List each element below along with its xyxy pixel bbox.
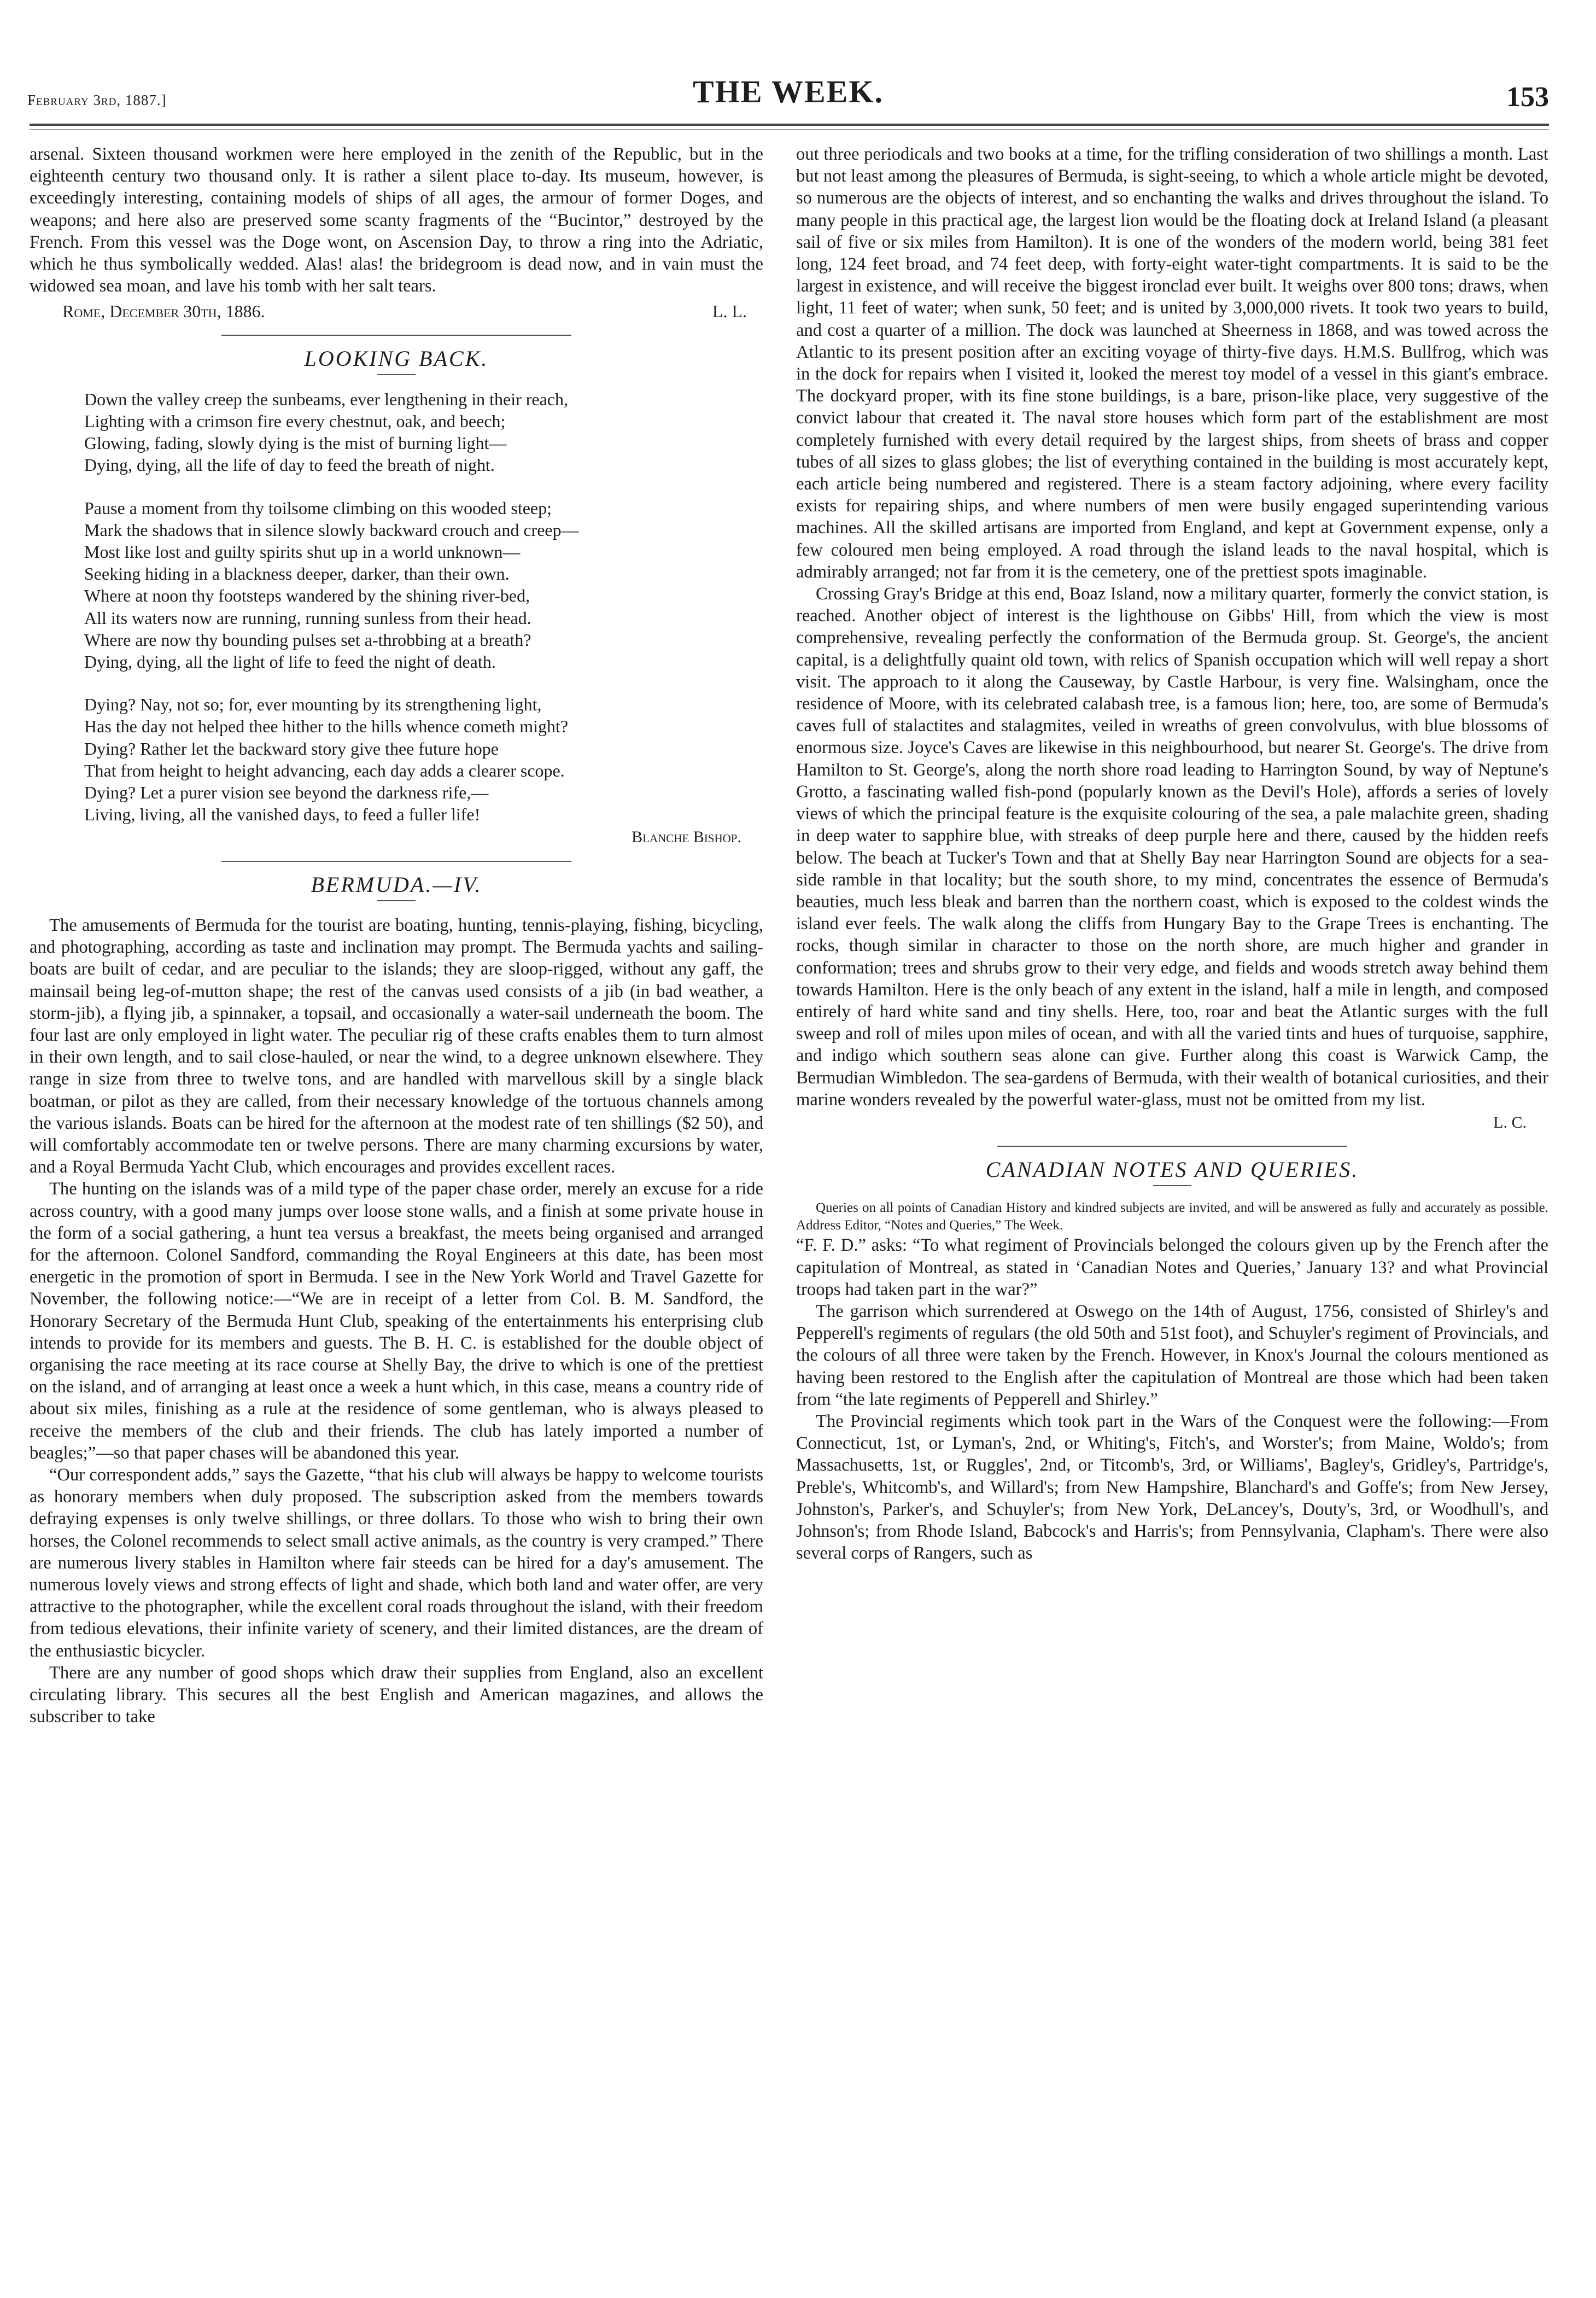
poem-line: Where at noon thy footsteps wandered by the shining river-bed, bbox=[84, 586, 530, 606]
section-divider bbox=[221, 861, 571, 862]
poem-author: Blanche Bishop. bbox=[632, 828, 741, 847]
poem-line: Dying? Let a purer vision see beyond the darkness rife,— bbox=[84, 783, 489, 803]
title-rule bbox=[377, 374, 416, 375]
masthead-title: THE WEEK. bbox=[693, 74, 884, 109]
poem-line: All its waters now are running, running sunless from their head. bbox=[84, 608, 531, 628]
issue-date: February 3rd, 1887.] bbox=[27, 92, 167, 108]
poem-line: That from height to height advancing, each day adds a clearer scope. bbox=[84, 760, 565, 780]
bermuda-initials: L. C. bbox=[1493, 1113, 1527, 1131]
poem-line: Dying, dying, all the life of day to feed the breath of night. bbox=[84, 455, 495, 475]
poem-line: Where are now thy bounding pulses set a-throbbing at a breath? bbox=[84, 629, 531, 650]
poem-line: Seeking hiding in a blackness deeper, darker, than their own. bbox=[84, 564, 510, 584]
poem-stanza bbox=[84, 388, 763, 476]
page-header bbox=[27, 70, 1549, 113]
poem-line: Dying, dying, all the light of life to feed the night of death. bbox=[84, 652, 496, 672]
poem-stanza bbox=[84, 497, 763, 673]
poem-line: Mark the shadows that in silence slowly backward crouch and creep— bbox=[84, 520, 579, 540]
left-column bbox=[30, 143, 763, 1728]
header-rule-thin bbox=[30, 129, 1549, 130]
bermuda-paragraph: The hunting on the islands was of a mild type of the paper chase order, merely an excuse for a ride across country, with a good many jumps over loose stone walls, and a finish at some private house in the form of a social gathering, a hunt tea versus a breakfast, the meets being organised and arranged for the afternoon. Colonel Sandford, commanding the Royal Engineers at this date, has been most energetic in the promotion of sport in Bermuda. I see in the New York World and Travel Gazette for November, the following notice:—“We are in receipt of a letter from Col. B. M. Sandford, the Honorary Secretary of the Bermuda Hunt Club, speaking of the entertainments his enterprising club intends to provide for its members and guests. The B. H. C. is established for the double object of organising the race meeting at its race course at Shelly Bay, the drive to which is one of the prettiest on the island, and of arranging at least once a week a hunt which, in this case, means a country ride of about six miles, finishing as a rule at the residence of some gentleman, who is always pleased to receive the members of the club and their friends. The club has lately imported a number of beagles;”—so that paper chases will be abandoned this year. bbox=[30, 1179, 763, 1463]
poem-line: Lighting with a crimson fire every chestnut, oak, and beech; bbox=[84, 411, 506, 431]
poem-line: Most like lost and guilty spirits shut up in a world unknown— bbox=[84, 542, 521, 562]
poem-line: Has the day not helped thee hither to the hills whence cometh might? bbox=[84, 716, 569, 737]
poem-line: Dying? Nay, not so; for, ever mounting by its strengthening light, bbox=[84, 695, 542, 715]
venice-signoff bbox=[30, 300, 763, 322]
query-paragraph: “F. F. D.” asks: “To what regiment of Provincials belonged the colours given up by the French after the capitulation of Montreal, as stated in ‘Canadian Notes and Queries,’ January 13? and what Provincial troops had taken part in the war?” bbox=[796, 1235, 1548, 1299]
notes-intro: Queries on all points of Canadian History and kindred subjects are invited, and will be answered as fully and accurately as possible. Address Editor, “Notes and Queries,” The Week. bbox=[796, 1200, 1548, 1233]
bermuda-paragraph: There are any number of good shops which draw their supplies from England, also an excellent circulating library. This secures all the best English and American magazines, and allows the subscriber to take bbox=[30, 1663, 763, 1727]
signoff-place: Rome, December 30th, 1886. bbox=[62, 301, 265, 322]
poem-line: Dying? Rather let the backward story give thee future hope bbox=[84, 738, 499, 759]
section-divider bbox=[221, 335, 571, 336]
answer-paragraph: The Provincial regiments which took part in the Wars of the Conquest were the following:—From Connecticut, 1st, or Lyman's, 2nd, or Whiting's, Fitch's, and Worster's; from Maine, Woldo's; from Massachusetts, 1st, or Ruggles', 2nd, or Titcomb's, 3rd, or Williams', Bagley's, Gridley's, Partridge's, Preble's, Whitcomb's, and Willard's; from New Hampshire, Blanchard's and Goffe's; from New Jersey, Johnston's, Parker's, and Schuyler's; from New York, DeLancey's, Douty's, 3rd, or Woodhull's, and Johnson's; from Rhode Island, Babcock's and Harris's; from Pennsylvania, Clapham's. There were also several corps of Rangers, such as bbox=[796, 1411, 1548, 1564]
poem-line: Pause a moment from thy toilsome climbing on this wooded steep; bbox=[84, 498, 552, 518]
poem-line: Down the valley creep the sunbeams, ever lengthening in their reach, bbox=[84, 389, 568, 409]
answer-paragraph: The garrison which surrendered at Oswego on the 14th of August, 1756, consisted of Shirley's and Pepperell's regiments of regulars (the old 50th and 51st foot), and Schuyler's regiment of Provincials, and the colours of all three were taken by the French. However, in Knox's Journal the colours mentioned as having been restored to the English after the capitulation of Montreal are those which had been taken from “the late regiments of Pepperell and Shirley.” bbox=[796, 1301, 1548, 1409]
bermuda-paragraph: The amusements of Bermuda for the tourist are boating, hunting, tennis-playing, fishing, bicycling, and photographing, according as taste and inclination may prompt. The Bermuda yachts and sailing-boats are built of cedar, and are peculiar to the islands; they are sloop-rigged, without any gaff, the mainsail being leg-of-mutton shape; the rest of the canvas used consists of a jib (in bad weather, a storm-jib), a flying jib, a spinnaker, a topsail, and occasionally a water-sail underneath the boom. The four last are only employed in light water. The peculiar rig of these crafts enables them to turn almost in their own length, and to sail close-hauled, or near the wind, to a degree unknown elsewhere. They range in size from three to twelve tons, and are handled with marvellous skill by a single black boatman, or pilot as they are called, from their necessary knowledge of the tortuous channels among the various islands. Boats can be hired for the afternoon at the modest rate of ten shillings ($2 50), and will comfortably accommodate ten or twelve persons. There are many charming excursions by water, and a Royal Bermuda Yacht Club, which encourages and provides excellent races. bbox=[30, 915, 763, 1177]
signoff-initials: L. L. bbox=[712, 301, 747, 322]
bermuda-paragraph: Crossing Gray's Bridge at this end, Boaz Island, now a military quarter, formerly the convict station, is reached. Another object of interest is the lighthouse on Gibbs' Hill, from which the view is most comprehensive, revealing perfectly the conformation of the Bermuda group. St. George's, the ancient capital, is a delightfully quaint old town, with relics of Spanish occupation which will well repay a short visit. The approach to it along the Causeway, by Castle Harbour, is very fine. Walsingham, once the residence of Moore, with its celebrated calabash tree, is a famous lion; here, too, are some of Bermuda's caves full of stalactites and stalagmites, veiled in wreaths of green convolvulus, with blue blossoms of enormous size. Joyce's Caves are likewise in this neighbourhood, but nearer St. George's. The drive from Hamilton to St. George's, along the north shore road leading to Harrington Sound, by way of Neptune's Grotto, a fascinating walled fish-pond (popularly known as the Devil's Hole), affords a series of lovely views of which the principal feature is the exquisite colouring of the sea, a pale malachite green, shading in deep water to sapphire blue, with streaks of deep purple here and there, caused by the hidden reefs below. The beach at Tucker's Town and that at Shelly Bay near Harrington Sound are objects for a sea-side ramble in that locality; but the south shore, to my mind, concentrates the essence of Bermuda's beauties, much less bleak and barren than the northern coast, which is exposed to the coldest winds the island ever feels. The walk along the cliffs from Hungary Bay to the Grape Trees is enchanting. The rocks, though similar in character to those on the north shore, are much higher and grander in conformation; trees and shrubs grow to their very edge, and fields and woods stretch away behind them towards Hamilton. Here is the only beach of any extent in the island, half a mile in length, and composed entirely of hard white sand and tiny shells. Here, too, roar and beat the Atlantic surges with the full sweep and roll of miles upon miles of ocean, and with all the varied tints and hues of turquoise, sapphire, and indigo which southern seas alone can give. Further along this coast is Warwick Camp, the Bermudian Wimbledon. The sea-gardens of Bermuda, with their wealth of botanical curiosities, and their marine wonders revealed by the powerful water-glass, must not be omitted from my list. bbox=[796, 584, 1548, 1110]
venice-paragraph: arsenal. Sixteen thousand workmen were here employed in the zenith of the Republic, but in the eighteenth century two thousand only. It is rather a silent place to-day. Its museum, however, is exceedingly interesting, containing models of ships of all ages, the armour of former Doges, and weapons; and here also are preserved some scanty fragments of the “Bucintor,” destroyed by the French. From this vessel was the Doge wont, on Ascension Day, to throw a ring into the Adriatic, which he thus symbolically wedded. Alas! alas! the bridegroom is dead now, and in vain must the widowed sea moan, and lave his tomb with her salt tears. bbox=[30, 144, 763, 296]
bermuda-paragraph: out three periodicals and two books at a time, for the trifling consideration of two shillings a month. Last but not least among the pleasures of Bermuda, is sight-seeing, to which a whole article might be devoted, so numerous are the objects of interest, and so enchanting the walks and drives throughout the island. To many people in this practical age, the largest lion would be the floating dock at Ireland Island (a pleasant sail of five or six miles from Hamilton). It is one of the wonders of the modern world, being 381 feet long, 124 feet broad, and 74 feet deep, with forty-eight water-tight compartments. It is said to be the largest in existence, and will receive the biggest ironclad ever built. It weighs over 800 tons; draws, when light, 11 feet of water; when sunk, 50 feet; and is united by 3,000,000 rivets. It took two years to build, and cost a quarter of a million. The dock was launched at Sheerness in 1868, and was towed across the Atlantic to its present position after an exciting voyage of thirty-five days. H.M.S. Bullfrog, which was in the dock for repairs when I visited it, looked the merest toy model of a vessel in this giant's embrace. The dockyard proper, with its fine stone buildings, is a bare, prison-like place, very suggestive of the convict labour that created it. The naval store houses which form part of the establishment are most completely furnished with every detail required by the largest ships, from sheets of brass and copper tubes of all sizes to glass globes; the list of everything contained in the building is most accurately kept, each article being numbered and registered. There is a steam factory adjoining, where every facility exists for repairing ships, and where numbers of men were busily engaged superintending various machines. All the skilled artisans are imported from England, and kept at Government expense, only a few coloured men being employed. A road through the island leads to the naval hospital, which is admirably arranged; not far from it is the cemetery, one of the prettiest spots imaginable. bbox=[796, 144, 1548, 582]
bermuda-title: BERMUDA.—IV. bbox=[311, 872, 482, 897]
poem-title: LOOKING BACK. bbox=[304, 346, 489, 371]
poem-stanza bbox=[84, 693, 763, 825]
header-rule bbox=[30, 124, 1549, 126]
right-column bbox=[796, 143, 1548, 1564]
bermuda-paragraph: “Our correspondent adds,” says the Gazette, “that his club will always be happy to welcome tourists as honorary members when duly proposed. The subscription asked from the members towards defraying expenses is only twelve shillings, or three dollars. To those who wish to bring their own horses, the Colonel recommends to select small active animals, as the country is very cramped.” There are numerous livery stables in Hamilton where fair steeds can be hired for a day's amusement. The numerous lovely views and strong effects of light and shade, which both land and water offer, are very attractive to the photographer, while the excellent coral roads throughout the island, with their freedom from tedious elevations, their infinite variety of scenery, and their limited distances, are the dream of the enthusiastic bicycler. bbox=[30, 1465, 763, 1661]
poem-line: Living, living, all the vanished days, to feed a fuller life! bbox=[84, 804, 481, 825]
title-rule bbox=[377, 900, 416, 901]
page-number: 153 bbox=[1506, 81, 1549, 113]
notes-title: CANADIAN NOTES AND QUERIES. bbox=[985, 1157, 1359, 1182]
section-divider bbox=[997, 1146, 1347, 1147]
poem-line: Glowing, fading, slowly dying is the mist of burning light— bbox=[84, 433, 507, 453]
poem bbox=[30, 388, 763, 826]
title-rule bbox=[1153, 1185, 1191, 1186]
